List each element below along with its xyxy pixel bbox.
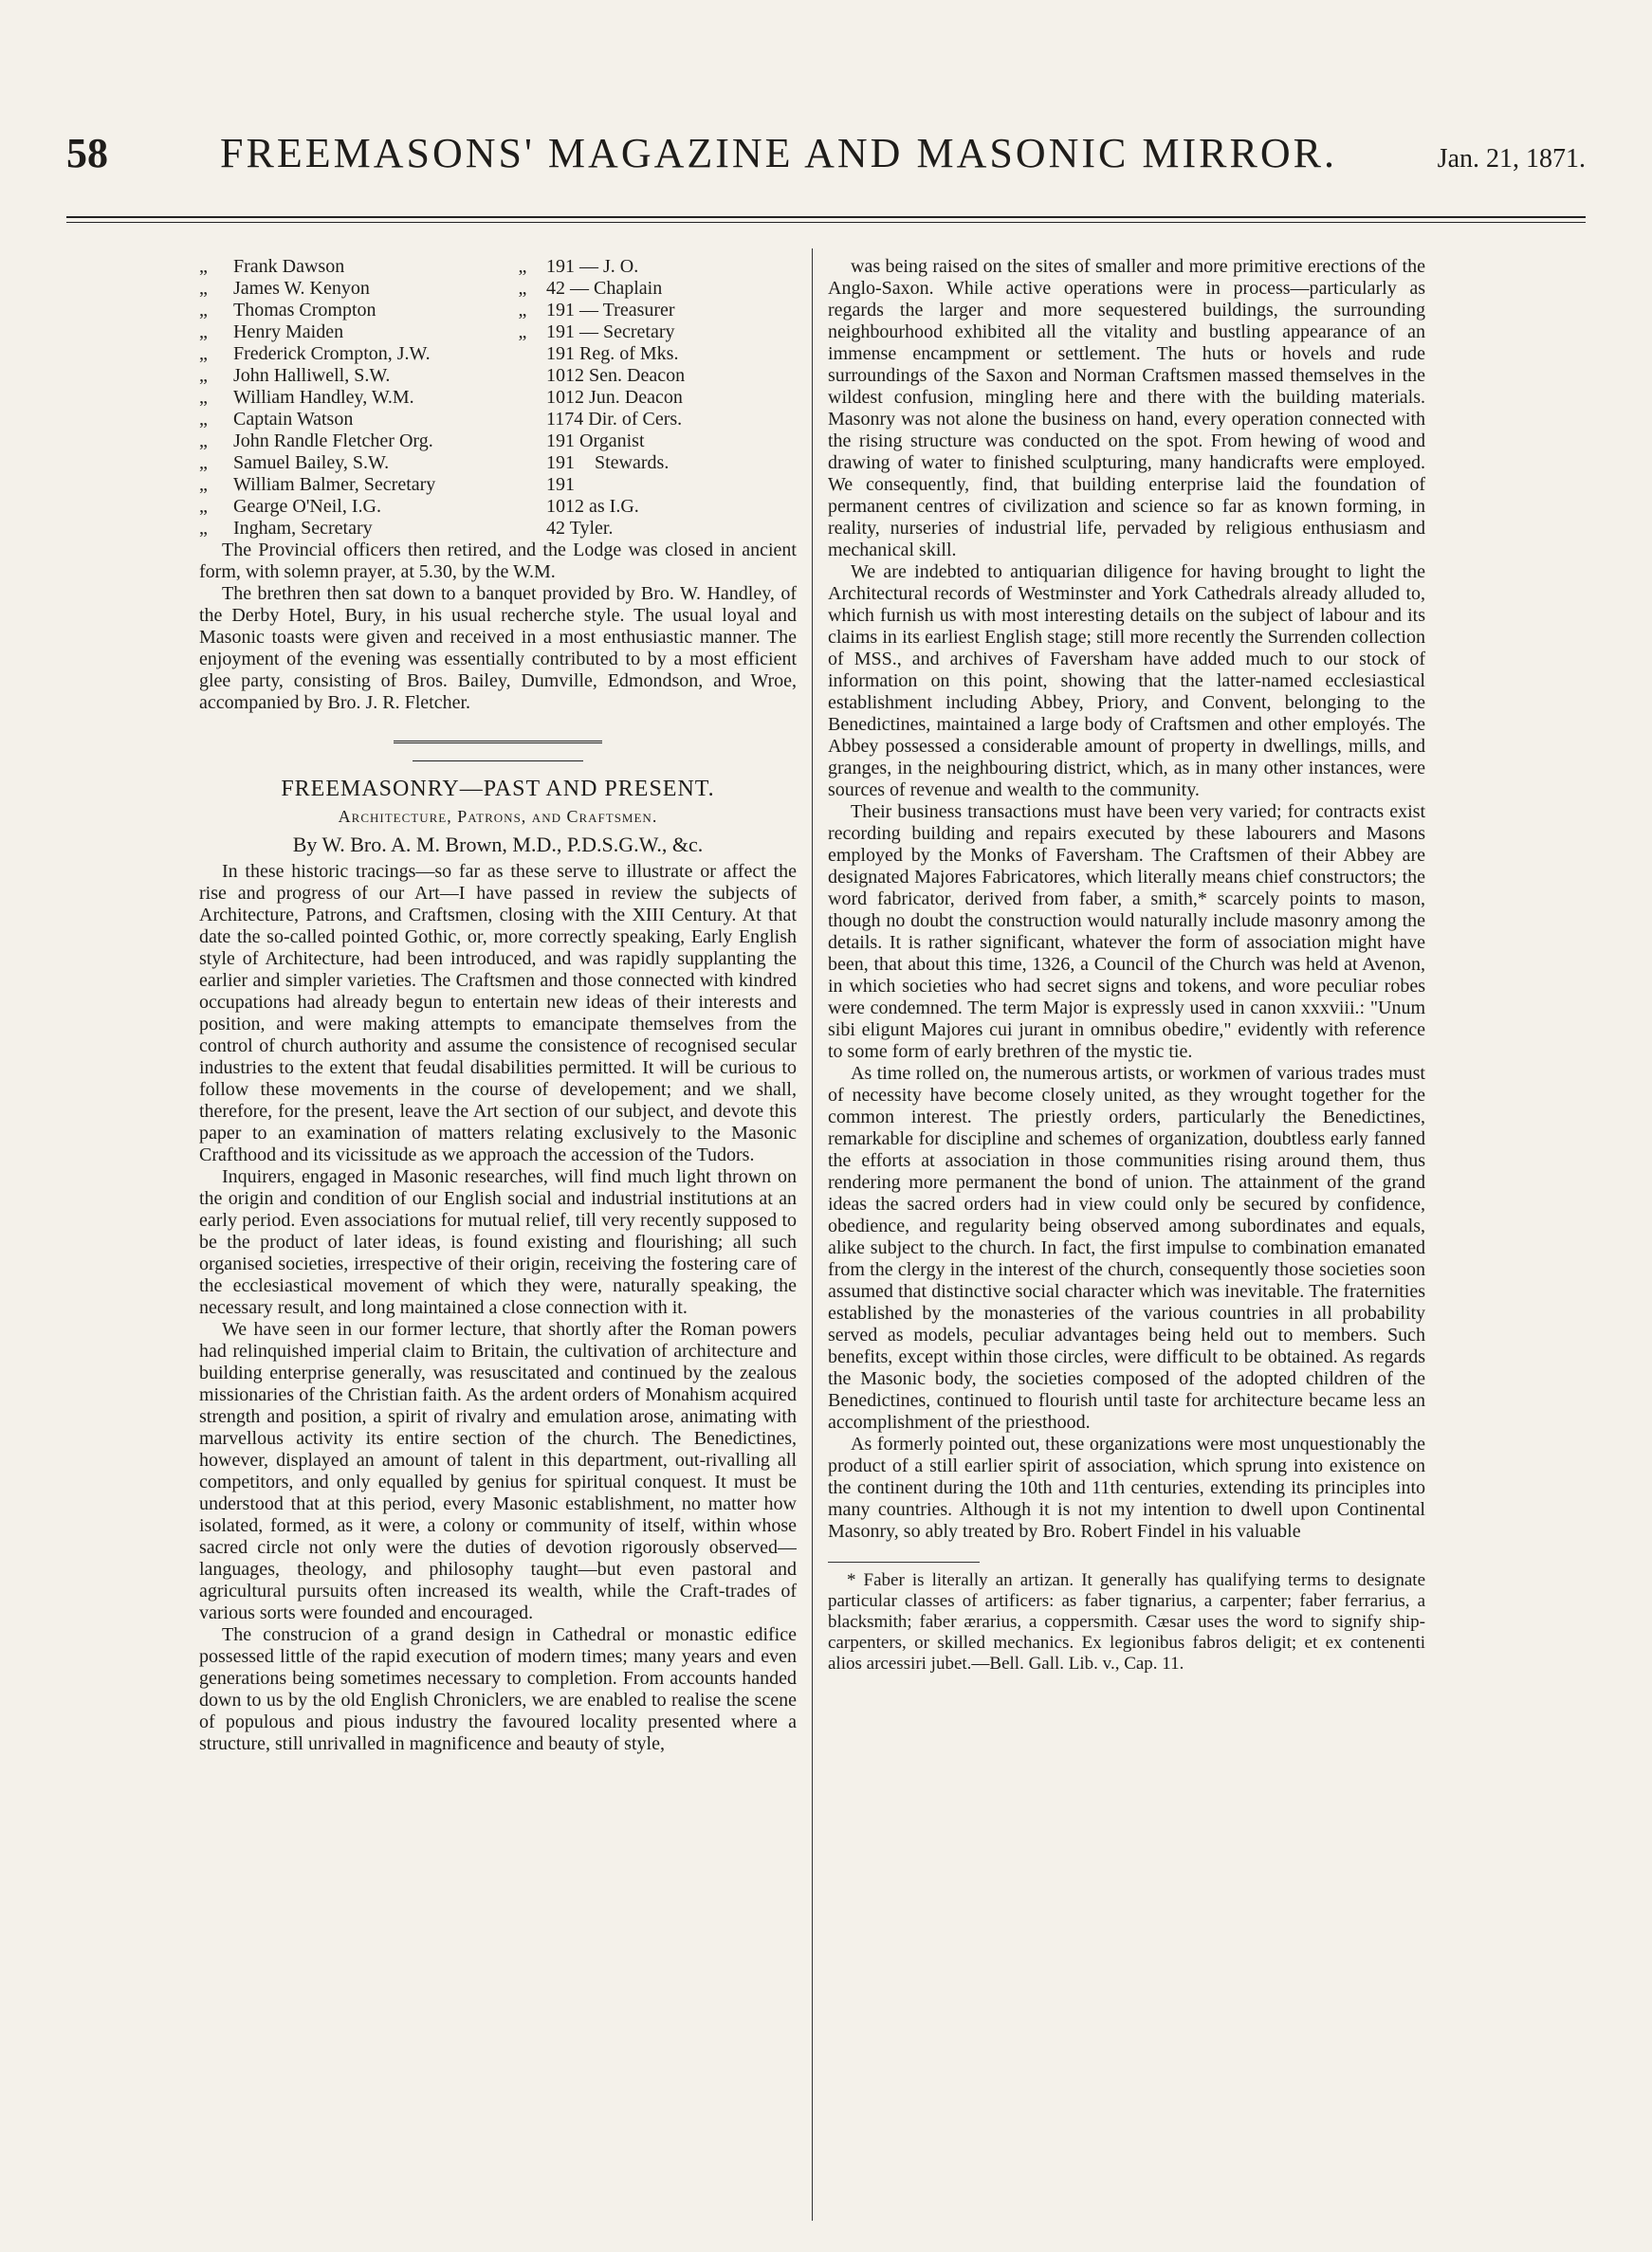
lodge-number: 191: [546, 474, 575, 495]
officer-name: Captain Watson: [233, 409, 354, 430]
article-subtitle: Architecture, Patrons, and Craftsmen.: [338, 807, 658, 826]
officer-row: [199, 256, 797, 278]
ditto-mark: [499, 496, 546, 518]
officer-name: John Randle Fletcher Org.: [233, 430, 433, 451]
ditto-mark: „: [199, 409, 208, 430]
officer-name: Samuel Bailey, S.W.: [233, 452, 390, 473]
officer-office: [546, 387, 797, 409]
ditto-mark: „: [199, 474, 208, 495]
officer-row: [199, 430, 797, 452]
ditto-mark: [499, 474, 546, 496]
stewards-label: Stewards.: [595, 452, 670, 473]
article-title: FREEMASONRY—PAST AND PRESENT.: [281, 777, 715, 801]
office-title: Dir. of Cers.: [588, 409, 683, 430]
officer-row: [199, 278, 797, 300]
ditto-mark: „: [199, 496, 208, 517]
footnote: * Faber is literally an artizan. It generally has qualifying terms to designate particular classes of artificers: as faber tignarius, a carpenter; faber ferrarius, a blacksmith; faber ærarius, a coppersmith. Cæsar uses the word to signify ship-carpenters, or skilled mechanics. Ex legionibus fabros deligit; et ex contenenti alios arcessiri jubet.—Bell. Gall. Lib. v., Cap. 11.: [828, 1570, 1425, 1674]
article-paragraph: Inquirers, engaged in Masonic researches, will find much light thrown on the origin and condition of our English social and industrial institutions at an early period. Even associations for mutual relief, till very recently supposed to be the product of later ideas, is found existing and flourishing; all such organised societies, irrespective of their origin, receiving the fostering care of the ecclesiastical movement of which they were, naturally speaking, the necessary result, and long maintained a close connection with it.: [199, 1166, 797, 1318]
officer-name: Frederick Crompton, J.W.: [233, 343, 431, 364]
article-paragraph: We have seen in our former lecture, that shortly after the Roman powers had relinquished imperial claim to Britain, the cultivation of architecture and building enterprise generally, was resuscitated and continued by the zealous missionaries of the Christian faith. As the ardent orders of Monahism acquired strength and position, a spirit of rivalry and emulation arose, animating with marvellous activity its entire section of the church. The Benedictines, however, displayed an amount of talent in this department, out-rivalling all competitors, and only equalled by genius for spiritual conquest. It must be understood that at this period, every Masonic establishment, no matter how isolated, formed, as it were, a colony or community of itself, within whose sacred circle not only were the duties of devotion rigorously observed—languages, theology, and philosophy taught—but even pastoral and agricultural pursuits often increased its wealth, while the Craft-trades of various sorts were founded and encouraged.: [199, 1319, 797, 1623]
ditto-mark: „: [199, 300, 208, 320]
officer-name: Henry Maiden: [233, 321, 344, 342]
ditto-mark: „: [518, 256, 527, 277]
lodge-number: 1012: [546, 496, 584, 517]
ditto-mark: [499, 343, 546, 365]
lodge-number: 191: [546, 430, 575, 451]
ditto-mark: [499, 518, 546, 540]
ditto-mark: „: [199, 365, 208, 386]
section-divider-thin: [413, 760, 583, 761]
ditto-mark: „: [518, 278, 527, 299]
lodge-number: 42: [546, 518, 565, 539]
article-paragraph: As time rolled on, the numerous artists, or workmen of various trades must of necessity have become closely united, as they wrought together for the common interest. The priestly orders, particularly the Benedictines, remarkable for discipline and schemes of organization, doubtless early fanned the efforts at association in those communities rising around them, thus rendering more permanent the bond of union. The attainment of the grand ideas the sacred orders had in view could only be secured by confidence, obedience, and regularity being observed among subordinates and equals, alike subject to the church. In fact, the first impulse to combination emanated from the clergy in the interest of the church, consequently those societies soon assumed that distinctive social character which was inevitable. The fraternities established by the monasteries of the various countries in all probability served as models, peculiar advantages being held out to members. Such benefits, except within those circles, were difficult to be obtained. As regards the Masonic body, the societies composed of the adopted children of the Benedictines, continued to flourish until taste for architecture became less an accomplishment of the priesthood.: [828, 1063, 1425, 1433]
officers-table: [199, 256, 797, 540]
officer-name: William Handley, W.M.: [233, 387, 414, 408]
office-title: — Treasurer: [579, 300, 675, 320]
officer-row: [199, 300, 797, 321]
officer-office: [546, 278, 797, 300]
article-byline: By W. Bro. A. M. Brown, M.D., P.D.S.G.W., &c.: [292, 833, 704, 856]
officer-row: [199, 321, 797, 343]
ditto-mark: [499, 452, 546, 474]
officer-name: Gearge O'Neil, I.G.: [233, 496, 381, 517]
officer-row: [199, 474, 797, 496]
officer-row: [199, 409, 797, 430]
ditto-mark: „: [199, 343, 208, 364]
officer-office: [546, 256, 797, 278]
office-title: Organist: [579, 430, 645, 451]
officer-office: [546, 452, 797, 474]
office-title: Jun. Deacon: [589, 387, 683, 408]
officer-office: [546, 430, 797, 452]
officer-office: [546, 409, 797, 430]
ditto-mark: „: [199, 518, 208, 539]
ditto-mark: [499, 387, 546, 409]
article-paragraph: We are indebted to antiquarian diligence for having brought to light the Architectural records of Westminster and York Cathedrals already alluded to, which furnish us with most interesting details on the subject of labour and its claims in its earliest English stage; still more recently the Surrenden collection of MSS., and archives of Faversham have added much to our stock of information on this point, showing that the latter-named ecclesiastical establishment including Abbey, Priory, and Convent, belonging to the Benedictines, maintained a large body of Craftsmen and other employés. The Abbey possessed a considerable amount of property in dwellings, mills, and granges, in the neighbouring district, which, as in many other instances, were sources of revenue and wealth to the community.: [828, 561, 1425, 800]
office-title: Reg. of Mks.: [579, 343, 679, 364]
article-paragraph: was being raised on the sites of smaller and more primitive erections of the Anglo-Saxon. While active operations were in process—particularly as regards the larger and more sequestered buildings, the surrounding neighbourhood exhibited all the vitality and bustling appearance of an immense encampment or settlement. The huts or hovels and rude surroundings of the Saxon and Norman Craftsmen massed themselves in the wildest confusion, mingling here and there with the building materials. Masonry was not alone the business on hand, every operation connected with the rising structure was conducted on the spot. From hewing of wood and drawing of water to finished sculpturing, many handicrafts were employed. We consequently, find, that building enterprise laid the foundation of permanent centres of civilization and science so far as known forming, in reality, nurseries of industrial life, pervaded by religious enthusiasm and mechanical skill.: [828, 256, 1425, 560]
ditto-mark: „: [518, 300, 527, 320]
lodge-number: 1174: [546, 409, 584, 430]
report-paragraph: The Provincial officers then retired, and the Lodge was closed in ancient form, with solemn prayer, at 5.30, by the W.M.: [199, 540, 797, 582]
ditto-mark: „: [199, 430, 208, 451]
lodge-number: 191: [546, 256, 575, 277]
officer-name: James W. Kenyon: [233, 278, 370, 299]
officer-office: [546, 518, 797, 540]
ditto-mark: „: [518, 321, 527, 342]
officer-office: [546, 300, 797, 321]
article-paragraph: The construcion of a grand design in Cathedral or monastic edifice possessed little of the rapid execution of modern times; many years and even generations being sometimes necessary to completion. From accounts handed down to us by the old English Chroniclers, we are enabled to realise the scene of populous and pious industry the favoured locality presented where a structure, still unrivalled in magnificence and beauty of style,: [199, 1624, 797, 1754]
ditto-mark: [499, 409, 546, 430]
officer-row: [199, 365, 797, 387]
officer-name: William Balmer, Secretary: [233, 474, 436, 495]
lodge-number: 1012: [546, 387, 584, 408]
officer-name: Thomas Crompton: [233, 300, 376, 320]
lodge-number: 191: [546, 343, 575, 364]
officer-row: [199, 387, 797, 409]
column-divider: [812, 248, 813, 2221]
ditto-mark: „: [199, 278, 208, 299]
section-divider: [394, 741, 602, 743]
page-header: [66, 129, 1586, 186]
issue-date: Jan. 21, 1871.: [1437, 144, 1586, 174]
office-title: as I.G.: [589, 496, 639, 517]
article-paragraph: In these historic tracings—so far as these serve to illustrate or affect the rise and progress of our Art—I have passed in review the subjects of Architecture, Patrons, and Craftsmen, closing with the XIII Century. At that date the so-called pointed Gothic, or, more correctly speaking, Early English style of Architecture, had been introduced, and was rapidly supplanting the earlier and simpler varieties. The Craftsmen and those connected with kindred occupations had already begun to entertain new ideas of their interests and position, and were making attempts to emancipate themselves from the control of church authority and assume the consistence of recognised secular industries to the extent that feudal disabilities permitted. It will be curious to follow these movements in the course of developement; and we shall, therefore, for the present, leave the Art section of our subject, and devote this paper to an examination of matters relating exclusively to the Masonic Crafthood and its vicissitude as we approach the accession of the Tudors.: [199, 861, 797, 1165]
office-title: — Chaplain: [570, 278, 663, 299]
header-rule-thin: [66, 222, 1586, 223]
officer-office: [546, 343, 797, 365]
lodge-number: 191: [546, 321, 575, 342]
officer-office: [546, 321, 797, 343]
lodge-number: 191: [546, 300, 575, 320]
officer-office: [546, 474, 797, 496]
lodge-number: 1012: [546, 365, 584, 386]
officer-row: [199, 343, 797, 365]
article-paragraph: Their business transactions must have been very varied; for contracts exist recording building and repairs executed by these labourers and Masons employed by the Monks of Faversham. The Craftsmen of their Abbey are designated Majores Fabricatores, which literally means chief constructors; the word fabricator, derived from faber, a smith,* scarcely points to mason, though no doubt the construction would naturally include masonry among the details. It is rather significant, whatever the form of association might have been, that about this time, 1326, a Council of the Church was held at Avenon, in which societies who had secret signs and tokens, and wore peculiar robes were condemned. The term Major is expressly used in canon xxxviii.: "Unum sibi eligunt Majores cui jurant in omnibus obedire," evidently with reference to some form of early brethren of the mystic tie.: [828, 801, 1425, 1062]
office-title: Sen. Deacon: [589, 365, 686, 386]
officer-row: [199, 452, 797, 474]
officer-office: [546, 496, 797, 518]
office-title: — J. O.: [579, 256, 639, 277]
lodge-number: 191: [546, 452, 575, 473]
left-column: [199, 256, 797, 2209]
page-number: 58: [66, 130, 108, 176]
officer-name: Frank Dawson: [233, 256, 345, 277]
ditto-mark: „: [199, 321, 208, 342]
officer-row: [199, 496, 797, 518]
ditto-mark: [499, 365, 546, 387]
officer-row: [199, 518, 797, 540]
office-title: — Secretary: [579, 321, 675, 342]
article-paragraph: As formerly pointed out, these organizations were most unquestionably the product of a still earlier spirit of association, which sprung into existence on the continent during the 10th and 11th centuries, extending its principles into many countries. Although it is not my intention to dwell upon Continental Masonry, so ably treated by Bro. Robert Findel in his valuable: [828, 1434, 1425, 1542]
ditto-mark: „: [199, 256, 208, 277]
footnote-rule: [828, 1562, 980, 1563]
header-rule: [66, 216, 1586, 218]
lodge-number: 42: [546, 278, 565, 299]
ditto-mark: [499, 430, 546, 452]
ditto-mark: „: [199, 387, 208, 408]
ditto-mark: „: [199, 452, 208, 473]
right-column: [828, 256, 1425, 2209]
officer-name: Ingham, Secretary: [233, 518, 373, 539]
officer-name: John Halliwell, S.W.: [233, 365, 391, 386]
masthead-title: FREEMASONS' MAGAZINE AND MASONIC MIRROR.: [220, 130, 1337, 176]
officer-office: [546, 365, 797, 387]
report-paragraph: The brethren then sat down to a banquet provided by Bro. W. Handley, of the Derby Hotel, Bury, in his usual recherche style. The usual loyal and Masonic toasts were given and received in a most enthusiastic manner. The enjoyment of the evening was essentially contributed to by a most efficient glee party, consisting of Bros. Bailey, Dumville, Edmondson, and Wroe, accompanied by Bro. J. R. Fletcher.: [199, 583, 797, 713]
office-title: Tyler.: [569, 518, 614, 539]
